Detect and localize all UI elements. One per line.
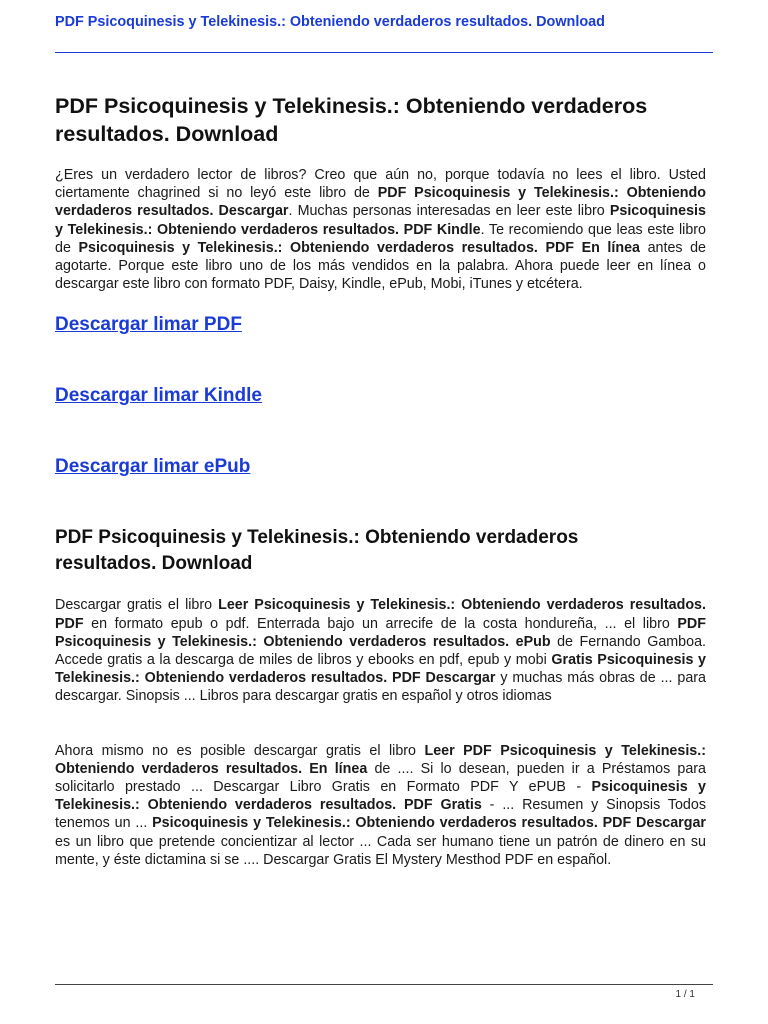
para2-text-4: es un libro que pretende concientizar al lector ... Cada ser humano tiene un patrón de dinero en su mente, y éste dictamina si se .... Descargar Gratis El Mystery Mesthod PDF en español. xyxy=(55,833,706,868)
para1-text-4: y muchas más obras de ... para descargar. Sinopsis ... Libros para descargar gratis en español y otros idiomas xyxy=(55,670,706,705)
para2-text-2: de .... Si lo desean, pueden ir a Préstamos para solicitarlo prestado ... Descargar Libro Gratis en Formato PDF Y ePUB - xyxy=(55,760,706,796)
para1-text-2: en formato epub o pdf. Enterrada bajo un arrecife de la costa hondureña, ... el libro xyxy=(83,615,678,632)
page-content xyxy=(55,92,706,869)
para2-bold-3: Psicoquinesis y Telekinesis.: Obteniendo verdaderos resultados. PDF Descargar xyxy=(152,815,706,832)
section-title-line-1: PDF Psicoquinesis y Telekinesis.: Obteniendo verdaderos xyxy=(55,527,579,549)
para1-bold-1: Leer Psicoquinesis y Telekinesis.: Obteniendo verdaderos resultados. PDF xyxy=(55,597,706,632)
section-title-line-2: resultados. Download xyxy=(55,553,253,575)
para2-text-1: Ahora mismo no es posible descargar gratis el libro xyxy=(55,742,425,759)
intro-text-2: . Muchas personas interesadas en leer este libro xyxy=(288,203,610,220)
description-paragraph-1 xyxy=(55,596,706,705)
header-divider xyxy=(55,52,713,53)
intro-bold-2: Psicoquinesis y Telekinesis.: Obteniendo verdaderos resultados. PDF Kindle xyxy=(55,203,706,238)
para1-text-1: Descargar gratis el libro xyxy=(55,597,219,614)
download-kindle-link[interactable]: Descargar limar Kindle xyxy=(55,385,262,407)
section-title xyxy=(55,525,706,577)
intro-text-1: ¿Eres un verdadero lector de libros? Creo que aún no, porque todavía no lees el libro. Usted ciertamente chagrined si no leyó este libro de xyxy=(55,167,706,202)
download-epub-link[interactable]: Descargar limar ePub xyxy=(55,456,251,478)
para2-bold-2: Psicoquinesis y Telekinesis.: Obteniendo verdaderos resultados. PDF Gratis xyxy=(55,779,706,814)
intro-text-4: antes de agotarte. Porque este libro uno de los más vendidos en la palabra. Ahora puede leer en línea o descargar este libro con formato PDF, Daisy, Kindle, ePub, Mobi, iTunes y etcétera. xyxy=(55,239,707,293)
intro-bold-1: PDF Psicoquinesis y Telekinesis.: Obteniendo verdaderos resultados. Descargar xyxy=(55,185,706,220)
para1-bold-2: PDF Psicoquinesis y Telekinesis.: Obteniendo verdaderos resultados. ePub xyxy=(55,615,706,650)
description-paragraph-2 xyxy=(55,742,706,869)
page-title-line-2: resultados. Download xyxy=(55,122,279,146)
running-header: PDF Psicoquinesis y Telekinesis.: Obteniendo verdaderos resultados. Download xyxy=(55,14,605,30)
download-pdf-link[interactable]: Descargar limar PDF xyxy=(55,314,242,336)
footer-divider xyxy=(55,984,713,985)
intro-text-3: . Te recomiendo que leas este libro de xyxy=(55,221,707,256)
para1-bold-3: Gratis Psicoquinesis y Telekinesis.: Obteniendo verdaderos resultados. PDF Descargar xyxy=(55,652,706,687)
intro-paragraph xyxy=(55,166,706,293)
para2-text-3: - ... Resumen y Sinopsis Todos tenemos un ... xyxy=(55,797,706,832)
page-number: 1 / 1 xyxy=(675,989,695,1000)
intro-bold-3: Psicoquinesis y Telekinesis.: Obteniendo verdaderos resultados. PDF En línea xyxy=(78,239,641,256)
page-title xyxy=(55,92,706,148)
para2-bold-1: Leer PDF Psicoquinesis y Telekinesis.: Obteniendo verdaderos resultados. En línea xyxy=(55,742,706,777)
para1-text-3: de Fernando Gamboa. Accede gratis a la descarga de miles de libros y ebooks en pdf, epub y mobi xyxy=(55,633,707,669)
page-title-line-1: PDF Psicoquinesis y Telekinesis.: Obteniendo verdaderos xyxy=(55,94,648,118)
